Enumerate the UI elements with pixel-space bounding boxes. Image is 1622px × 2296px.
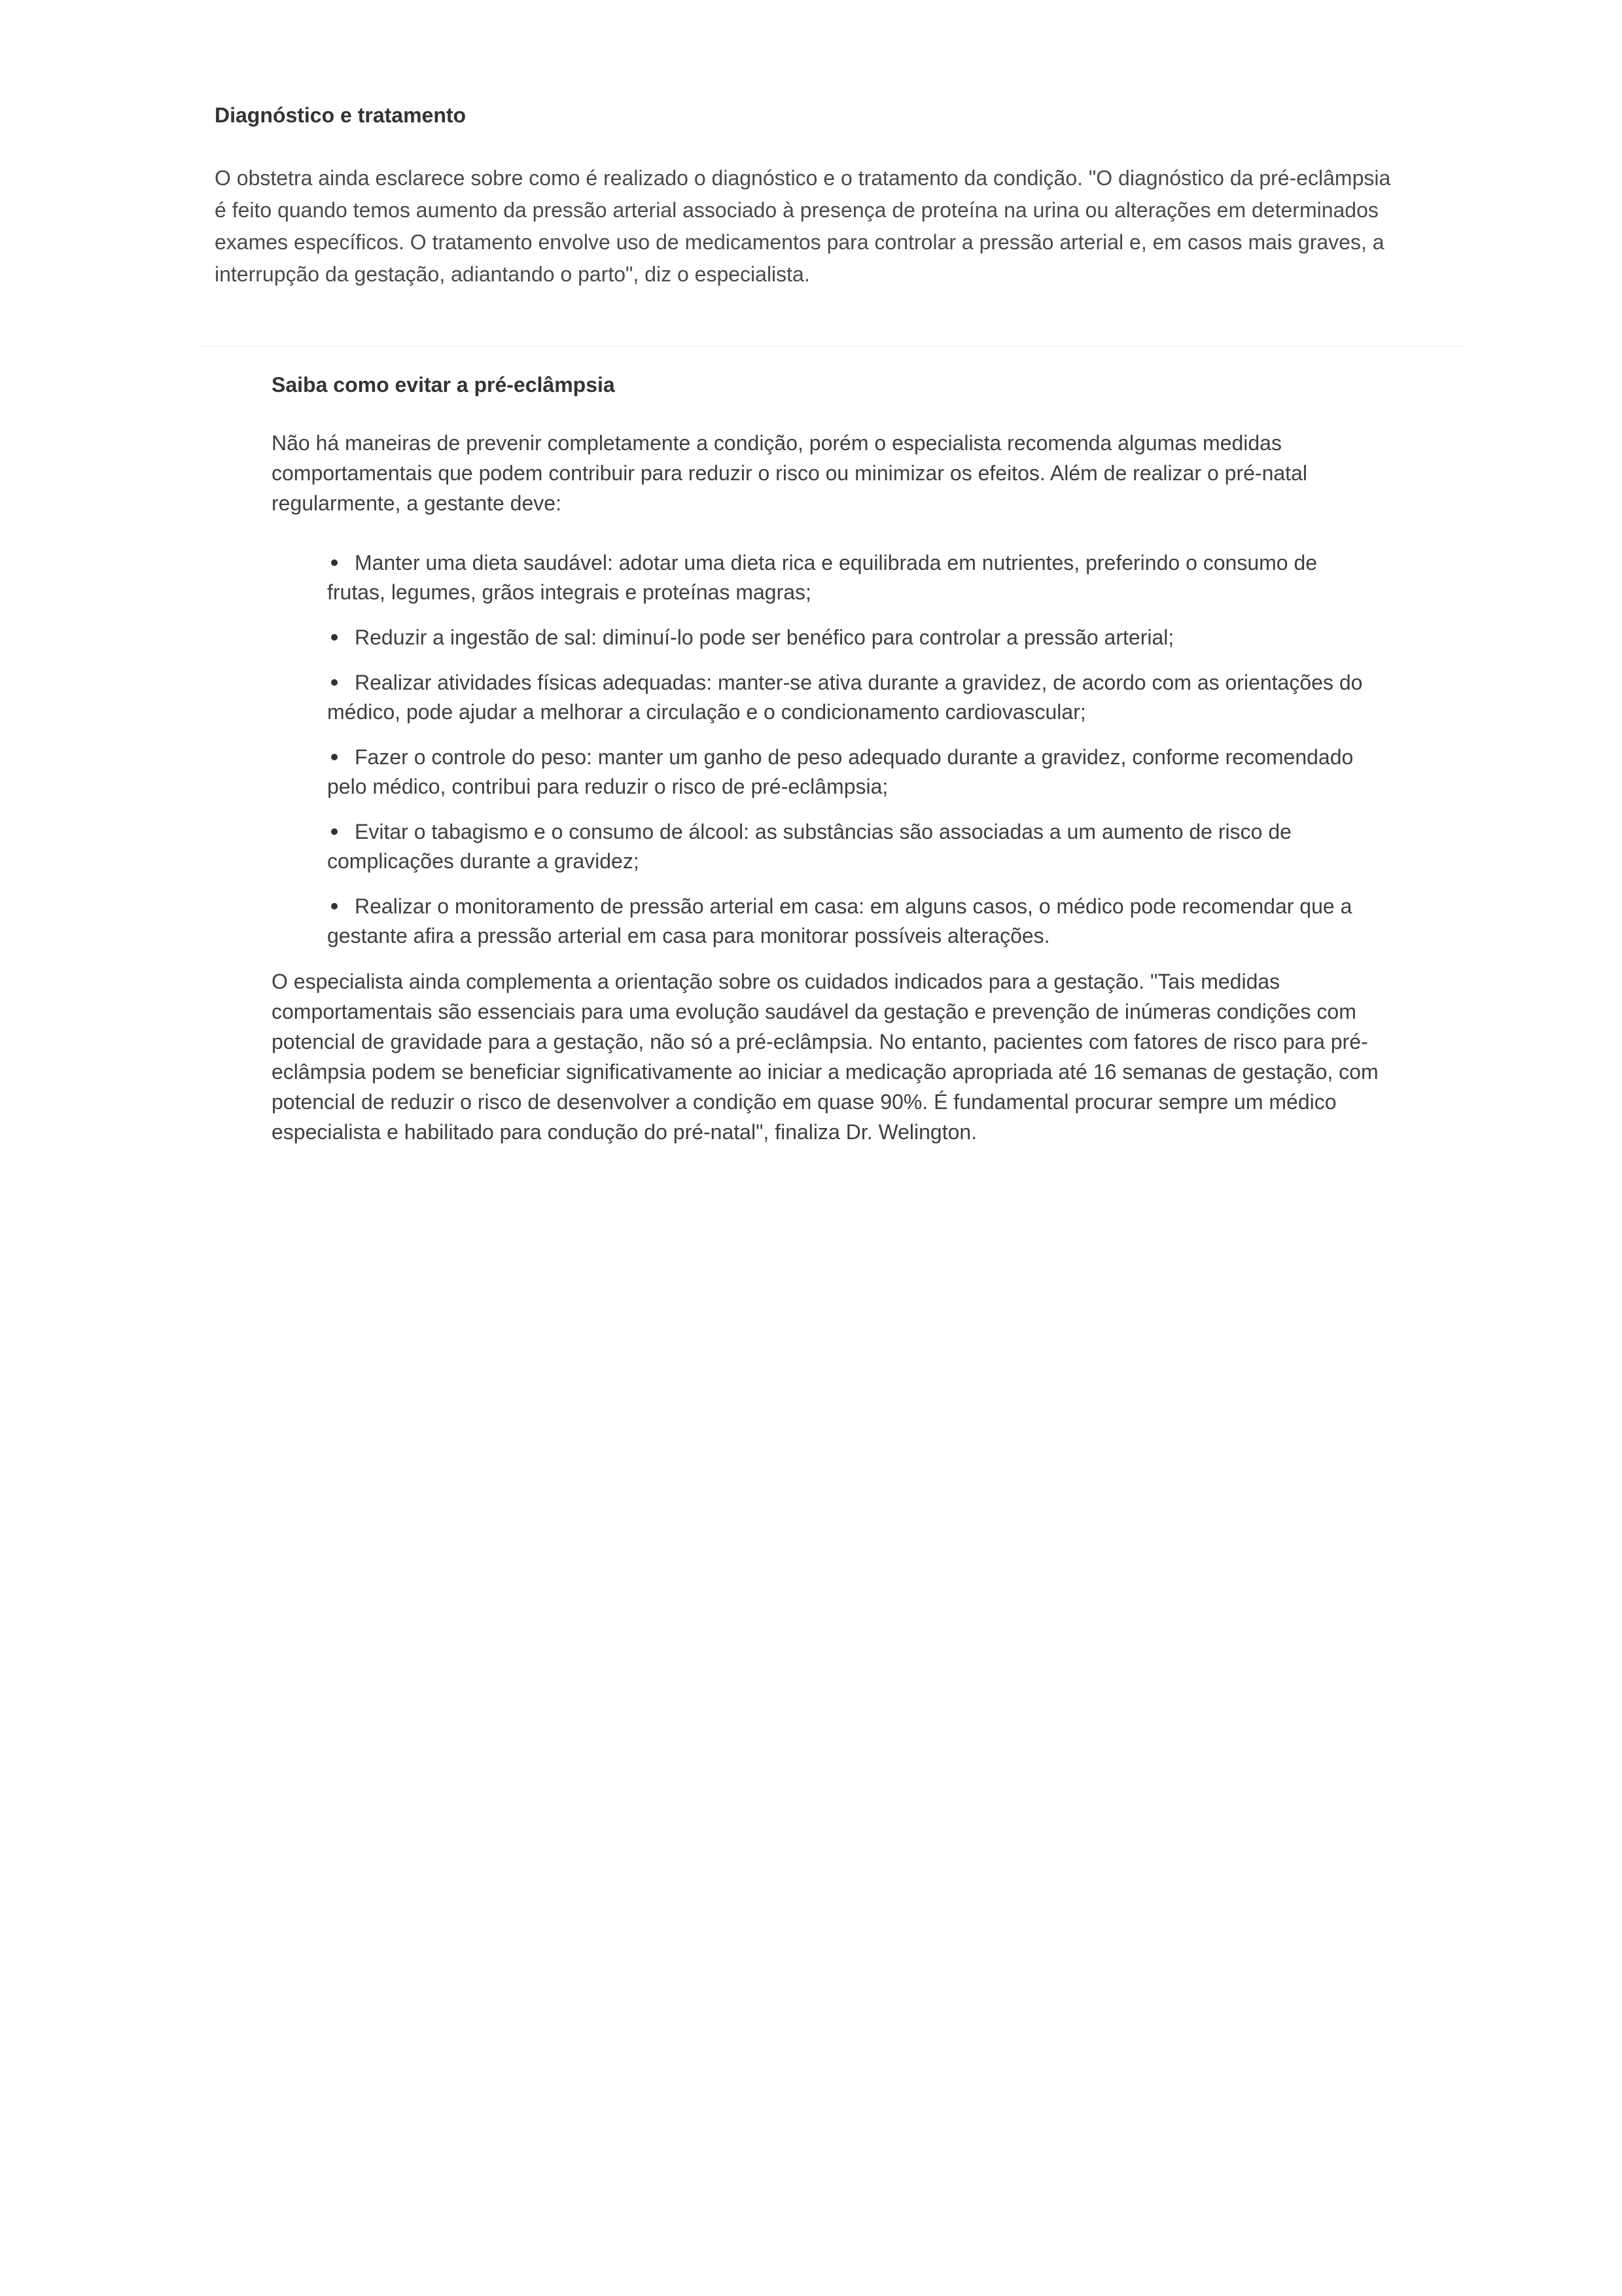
list-item-text: Reduzir a ingestão de sal: diminuí-lo pode ser benéfico para controlar a pressão arterial;	[355, 626, 1174, 649]
list-item	[327, 668, 1374, 727]
list-item	[327, 743, 1374, 802]
bullet-dot-icon	[331, 559, 338, 566]
list-item-text: Fazer o controle do peso: manter um ganho de peso adequado durante a gravidez, conforme recomendado pelo médico, contribui para reduzir o risco de pré-eclâmpsia;	[327, 745, 1354, 798]
diagnosis-heading: Diagnóstico e tratamento	[215, 103, 467, 127]
diagnosis-section	[215, 98, 1392, 291]
prevention-closing: O especialista ainda complementa a orientação sobre os cuidados indicados para a gestação. "Tais medidas comportamentais são essenciais para uma evolução saudável da gestação e prevenção de inúmeras condições com potencial de gravidade para a gestação, não só a pré-eclâmpsia. No entanto, pacientes com fatores de risco para pré-eclâmpsia podem se beneficiar significativamente ao iniciar a medicação apropriada até 16 semanas de gestação, com potencial de reduzir o risco de desenvolver a condição em quase 90%. É fundamental procurar sempre um médico especialista e habilitado para condução do pré-natal", finaliza Dr. Welington.	[272, 970, 1379, 1144]
list-item-text: Realizar o monitoramento de pressão arterial em casa: em alguns casos, o médico pode recomendar que a gestante afira a pressão arterial em casa para monitorar possíveis alterações.	[327, 894, 1352, 947]
bullet-dot-icon	[331, 903, 338, 910]
section-divider	[200, 345, 1462, 347]
list-item	[327, 892, 1374, 951]
bullet-dot-icon	[331, 679, 338, 686]
bullet-dot-icon	[331, 634, 338, 641]
list-item-text: Manter uma dieta saudável: adotar uma dieta rica e equilibrada em nutrientes, preferindo o consumo de frutas, legumes, grãos integrais e proteínas magras;	[327, 551, 1318, 604]
list-item	[327, 817, 1374, 876]
prevention-intro: Não há maneiras de prevenir completamente a condição, porém o especialista recomenda algumas medidas comportamentais que podem contribuir para reduzir o risco ou minimizar os efeitos. Além de realizar o pré-natal regularmente, a gestante deve:	[272, 431, 1307, 515]
list-item-text: Realizar atividades físicas adequadas: manter-se ativa durante a gravidez, de acordo com as orientações do médico, pode ajudar a melhorar a circulação e o condicionamento cardiovascular;	[327, 671, 1363, 724]
prevention-heading: Saiba como evitar a pré-eclâmpsia	[272, 373, 615, 397]
bullet-dot-icon	[331, 828, 338, 835]
diagnosis-paragraph: O obstetra ainda esclarece sobre como é realizado o diagnóstico e o tratamento da condição. "O diagnóstico da pré-eclâmpsia é feito quando temos aumento da pressão arterial associado à presença de proteína na urina ou alterações em determinados exames específicos. O tratamento envolve uso de medicamentos para controlar a pressão arterial e, em casos mais graves, a interrupção da gestação, adiantando o parto", diz o especialista.	[215, 166, 1391, 286]
list-item-text: Evitar o tabagismo e o consumo de álcool: as substâncias são associadas a um aumento de risco de complicações durante a gravidez;	[327, 820, 1292, 873]
bullet-dot-icon	[331, 754, 338, 760]
list-item	[327, 623, 1374, 652]
prevention-section	[272, 368, 1394, 1147]
list-item	[327, 548, 1374, 607]
prevention-list	[272, 548, 1394, 951]
